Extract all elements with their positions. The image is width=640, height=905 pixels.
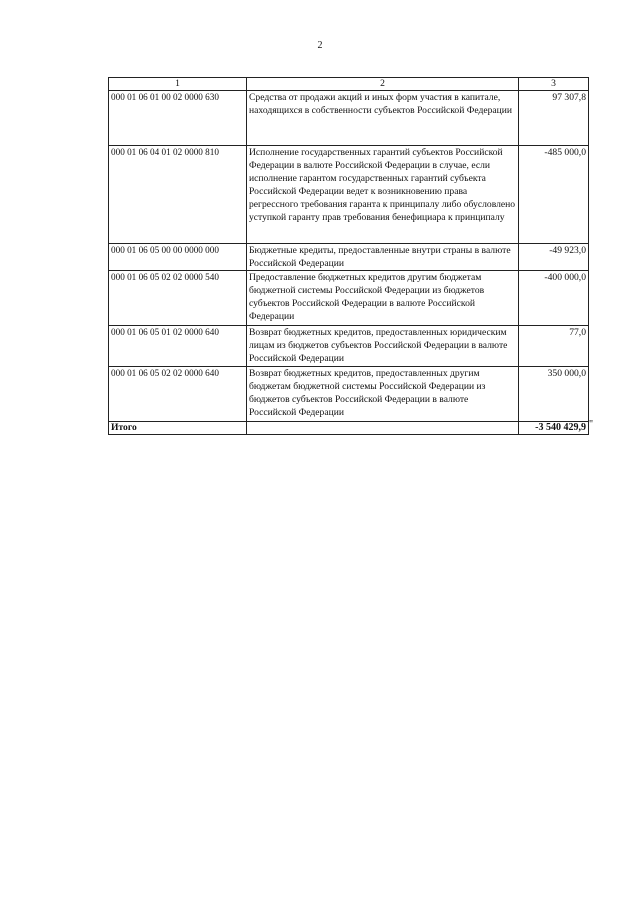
row-code: 000 01 06 05 02 02 0000 640: [109, 367, 247, 422]
row-name: Предоставление бюджетных кредитов другим бюджетам бюджетной системы Российской Федерации из бюджетов субъектов Российской Федерации в валюте Российской Федерации: [247, 271, 519, 326]
row-name: Бюджетные кредиты, предоставленные внутри страны в валюте Российской Федерации: [247, 244, 519, 271]
total-label: Итого: [109, 422, 247, 435]
row-code: 000 01 06 05 00 00 0000 000: [109, 244, 247, 271]
table-row: [109, 326, 589, 367]
row-sum: 97 307,8: [519, 91, 589, 146]
row-code: 000 01 06 05 01 02 0000 640: [109, 326, 247, 367]
row-name: Возврат бюджетных кредитов, предоставленных другим бюджетам бюджетной системы Российской Федерации из бюджетов субъектов Российской Федерации в валюте Российской Федерации: [247, 367, 519, 422]
table-row: [109, 367, 589, 422]
table-row: [109, 271, 589, 326]
table-header-row: [109, 78, 589, 91]
total-empty-cell: [247, 422, 519, 435]
column-header-name: 2: [247, 78, 519, 91]
column-header-code: 1: [109, 78, 247, 91]
column-header-sum: 3: [519, 78, 589, 91]
table-row: [109, 244, 589, 271]
row-code: 000 01 06 04 01 02 0000 810: [109, 146, 247, 244]
table-row: [109, 146, 589, 244]
page-number: 2: [317, 40, 323, 51]
row-sum: 77,0: [519, 326, 589, 367]
row-code: 000 01 06 01 00 02 0000 630: [109, 91, 247, 146]
row-sum: -49 923,0: [519, 244, 589, 271]
row-name: Средства от продажи акций и иных форм участия в капитале, находящихся в собственности субъектов Российской Федерации: [247, 91, 519, 146]
table-total-row: [109, 422, 589, 435]
total-sum: -3 540 429,9: [519, 422, 589, 435]
budget-sources-table: [108, 77, 589, 435]
closing-quote-mark: ": [589, 419, 594, 430]
row-code: 000 01 06 05 02 02 0000 540: [109, 271, 247, 326]
row-sum: -485 000,0: [519, 146, 589, 244]
row-name: Исполнение государственных гарантий субъектов Российской Федерации в валюте Российской Федерации в случае, если исполнение гарантом государственных гарантий субъекта Российской Федерации ведет к возникновению права регрессного требования гаранта к принципалу либо обусловлено уступкой гаранту прав требования бенефициара к принципалу: [247, 146, 519, 244]
table-row: [109, 91, 589, 146]
row-name: Возврат бюджетных кредитов, предоставленных юридическим лицам из бюджетов субъектов Российской Федерации в валюте Российской Федерации: [247, 326, 519, 367]
row-sum: 350 000,0: [519, 367, 589, 422]
row-sum: -400 000,0: [519, 271, 589, 326]
